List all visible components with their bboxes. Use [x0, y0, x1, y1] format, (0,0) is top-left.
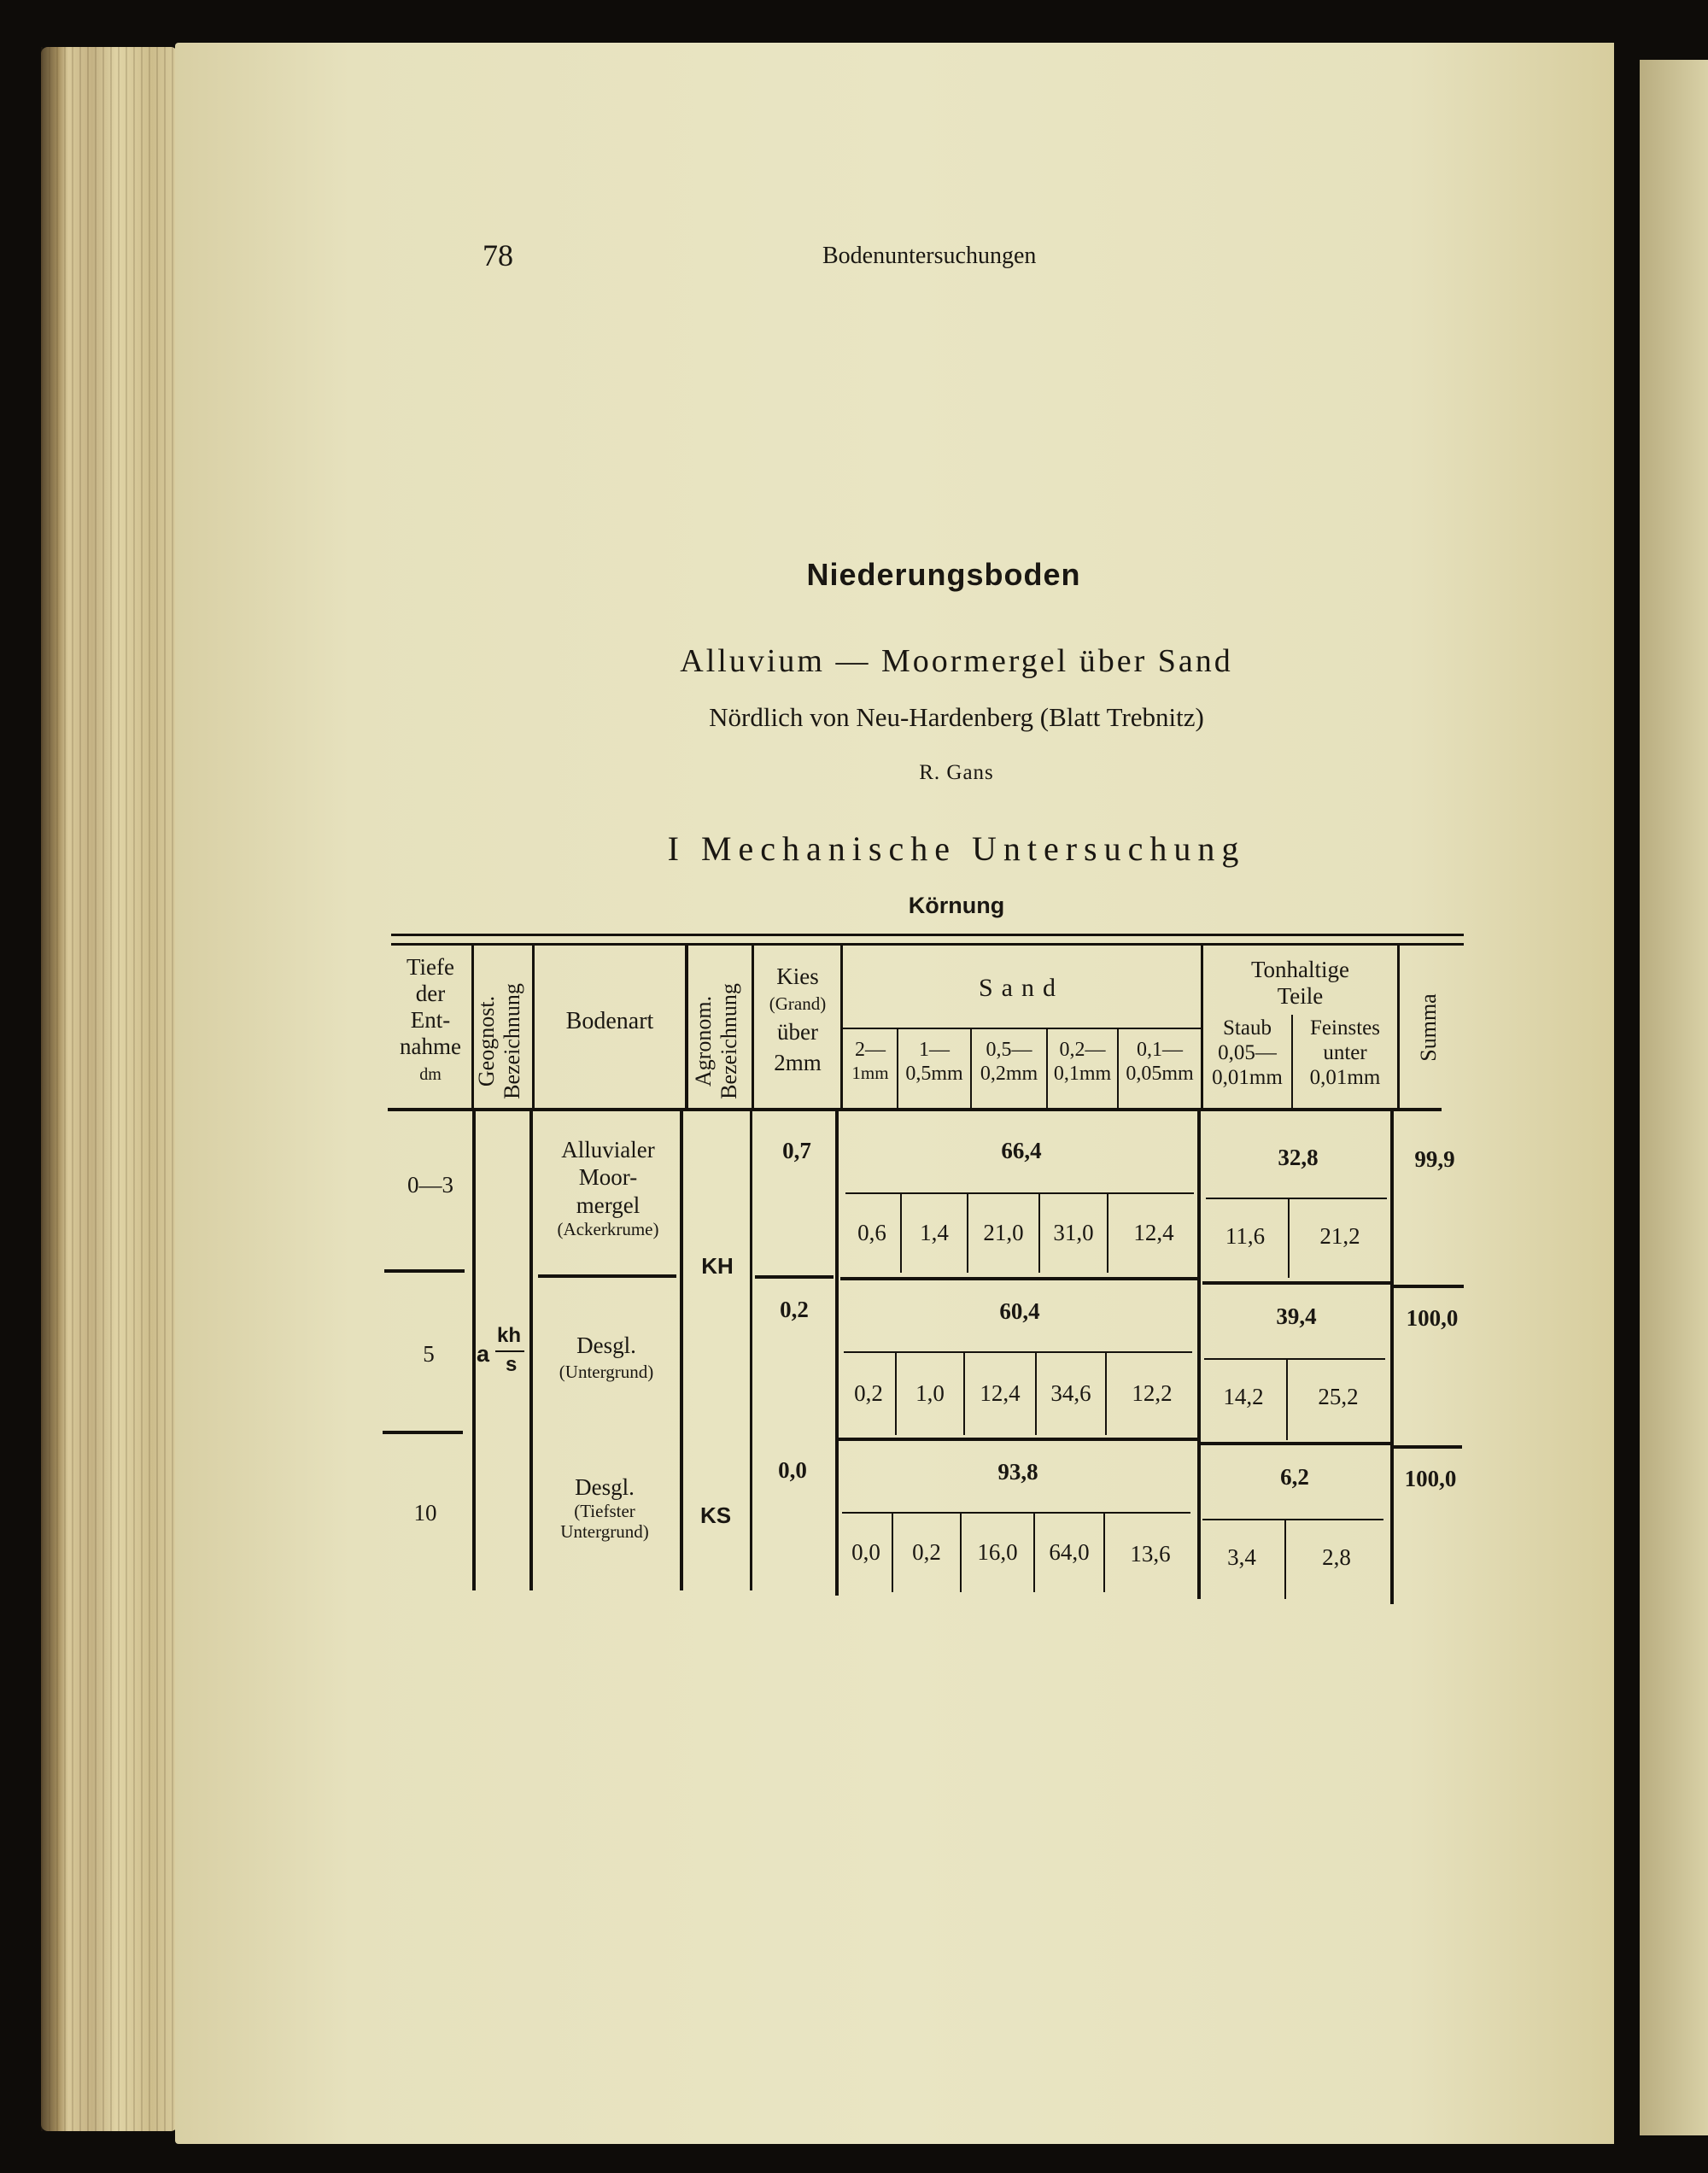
row-sand-value: 1,0	[915, 1380, 945, 1406]
row-sand-value: 0,0	[851, 1539, 880, 1565]
header-sand-02-01: 0,2— 0,1mm	[1053, 1039, 1112, 1085]
running-head: Bodenuntersuchungen	[822, 243, 1037, 269]
row-sand-total: 93,8	[997, 1459, 1038, 1485]
row-ton-total: 32,8	[1278, 1145, 1319, 1170]
header-bodenart: Bodenart	[565, 1008, 654, 1034]
row-sand-value: 21,0	[983, 1220, 1024, 1245]
row-sand-value: 31,0	[1053, 1220, 1094, 1245]
row-summa: 99,9	[1414, 1146, 1455, 1172]
row-kies: 0,0	[778, 1457, 807, 1483]
row-sand-value: 12,4	[980, 1380, 1021, 1406]
row-kies: 0,7	[782, 1138, 811, 1163]
row-bodenart: Alluvialer Moor- mergel (Ackerkrume)	[557, 1137, 659, 1240]
row-summa: 100,0	[1406, 1305, 1459, 1331]
header-tonhaltige: Tonhaltige Teile	[1250, 957, 1350, 1010]
row-staub: 11,6	[1225, 1223, 1266, 1249]
row-feinstes: 2,8	[1322, 1544, 1351, 1570]
row-depth: 10	[413, 1500, 437, 1526]
header-sand-1-05: 1— 0,5mm	[905, 1039, 963, 1085]
header-kies: Kies (Grand) über 2mm	[769, 964, 827, 1076]
geognost-value: a kh s	[475, 1324, 531, 1384]
row-sand-value: 0,2	[854, 1380, 883, 1406]
row-sand-value: 0,6	[857, 1220, 886, 1245]
next-page-edge	[1640, 60, 1708, 2135]
row-sand-value: 64,0	[1049, 1539, 1090, 1565]
row-ton-total: 6,2	[1280, 1464, 1309, 1490]
subtitle: Alluvium — Moormergel über Sand	[680, 643, 1233, 679]
koernung-heading: Körnung	[908, 893, 1005, 918]
row-sand-value: 13,6	[1130, 1541, 1171, 1567]
row-sand-total: 66,4	[1001, 1138, 1042, 1163]
row-sand-value: 1,4	[920, 1220, 949, 1245]
agronom-ks: KS	[699, 1502, 732, 1528]
header-geognost: Geognost. Bezeichnung	[474, 983, 524, 1099]
header-sand-2-1: 2— 1mm	[851, 1039, 889, 1083]
row-sand-value: 12,4	[1133, 1220, 1174, 1245]
row-sand-value: 16,0	[977, 1539, 1018, 1565]
row-ton-total: 39,4	[1276, 1303, 1317, 1329]
page-title: Niederungsboden	[806, 557, 1081, 592]
row-feinstes: 21,2	[1319, 1223, 1360, 1249]
location: Nördlich von Neu-Hardenberg (Blatt Trebnitz)	[709, 702, 1204, 732]
page-number: 78	[483, 238, 513, 272]
section-heading: I Mechanische Untersuchung	[667, 829, 1246, 868]
row-staub: 14,2	[1223, 1384, 1264, 1409]
row-sand-value: 12,2	[1132, 1380, 1173, 1406]
row-kies: 0,2	[780, 1297, 809, 1322]
row-sand-total: 60,4	[999, 1298, 1040, 1324]
row-depth: 0—3	[407, 1172, 453, 1198]
header-agronom: Agronom. Bezeichnung	[691, 983, 741, 1099]
header-sand: Sand	[979, 974, 1064, 1002]
row-staub: 3,4	[1227, 1544, 1256, 1570]
header-staub: Staub 0,05— 0,01mm	[1212, 1016, 1283, 1089]
book-page	[175, 43, 1627, 2144]
row-depth: 5	[423, 1341, 435, 1367]
book-fore-edge	[41, 47, 178, 2131]
header-feinstes: Feinstes unter 0,01mm	[1309, 1016, 1381, 1089]
row-bodenart: Desgl. (Tiefster Untergrund)	[560, 1474, 649, 1543]
header-sand-01-005: 0,1— 0,05mm	[1126, 1039, 1194, 1085]
book-gutter	[1614, 43, 1641, 2144]
header-tiefe: Tiefe der Ent- nahme dm	[400, 954, 461, 1085]
header-sand-05-02: 0,5— 0,2mm	[980, 1039, 1038, 1085]
agronom-kh: KH	[701, 1253, 734, 1279]
row-sand-value: 34,6	[1050, 1380, 1091, 1406]
row-summa: 100,0	[1404, 1466, 1457, 1491]
header-summa: Summa	[1416, 993, 1441, 1062]
author: R. Gans	[919, 761, 994, 784]
row-feinstes: 25,2	[1318, 1384, 1359, 1409]
row-bodenart: Desgl. (Untergrund)	[559, 1332, 654, 1383]
row-sand-value: 0,2	[912, 1539, 941, 1565]
